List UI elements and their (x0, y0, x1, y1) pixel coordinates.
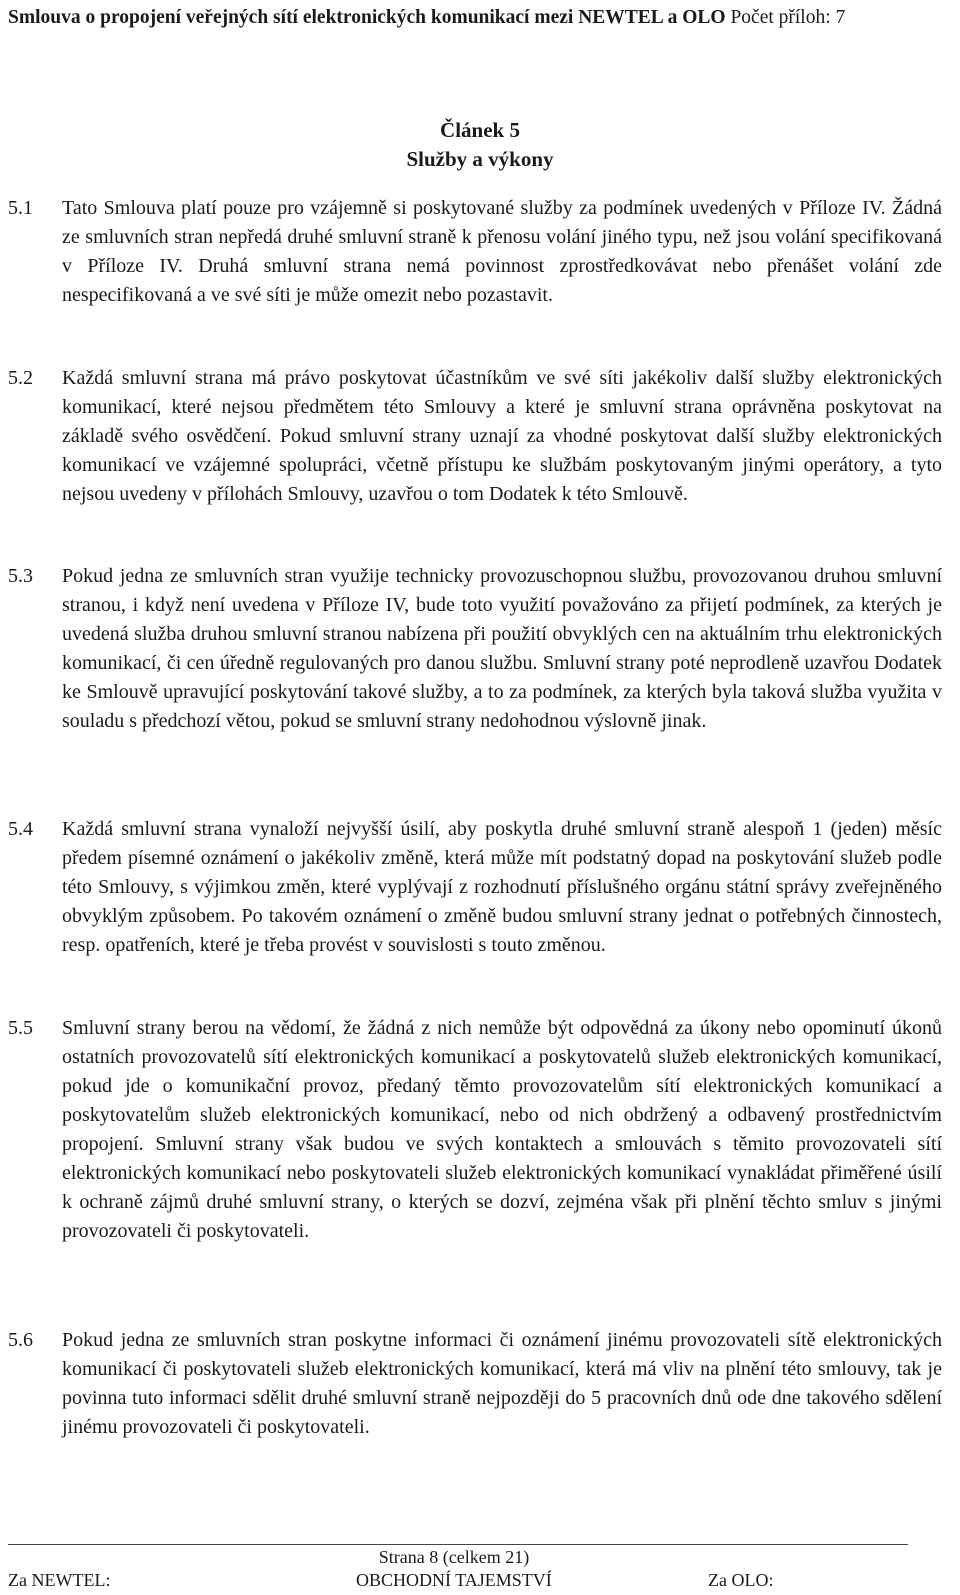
page-number: Strana 8 (celkem 21) (378, 1547, 530, 1567)
footer-confidential: OBCHODNÍ TAJEMSTVÍ (356, 1570, 552, 1590)
section-text: Každá smluvní strana má právo poskytovat účastníkům ve své síti jakékoliv další služby elektronických komunikací, které nejsou předmětem této Smlouvy a které je smluvní strana oprávněna poskytovat na základě svého osvědčení. Pokud smluvní strany uznají za vhodné poskytovat další služby elektronických komunikací ve vzájemné spolupráci, včetně přístupu ke službám poskytovaným jinými operátory, a tyto nejsou uvedeny v přílohách Smlouvy, uzavřou o tom Dodatek k této Smlouvě. (62, 367, 942, 505)
section-5-3 (8, 562, 942, 736)
section-number: 5.6 (8, 1329, 33, 1351)
section-number: 5.4 (8, 818, 33, 840)
article-number: Článek 5 (440, 118, 520, 142)
section-text: Pokud jedna ze smluvních stran poskytne informaci či oznámení jinému provozovateli sítě elektronických komunikací či poskytovateli služeb elektronických komunikací, která má vliv na plnění této smlouvy, tak je povinna tuto informaci sdělit druhé smluvní straně nejpozději do 5 pracovních dnů ode dne takového sdělení jinému provozovateli či poskytovateli. (62, 1329, 942, 1438)
section-number: 5.1 (8, 197, 33, 219)
section-number: 5.2 (8, 367, 33, 389)
section-text: Pokud jedna ze smluvních stran využije technicky provozuschopnou službu, provozovanou druhou smluvní stranou, i když není uvedena v Příloze IV, bude toto využití považováno za přijetí podmínek, za kterých je uvedená služba druhou smluvní stranou nabízena při použití obvyklých cen na aktuálním trhu elektronických komunikací, či cen úředně regulovaných pro danou službu. Smluvní strany poté neprodleně uzavřou Dodatek ke Smlouvě upravující poskytování takové služby, a to za podmínek, za kterých byla taková služba využita v souladu s předchozí větou, pokud se smluvní strany nedohodnou výslovně jinak. (62, 565, 942, 732)
document-title: Smlouva o propojení veřejných sítí elektronických komunikací mezi NEWTEL a OLO (8, 7, 726, 28)
section-number: 5.5 (8, 1017, 33, 1039)
footer-olo: Za OLO: (708, 1570, 774, 1590)
section-5-6 (8, 1326, 942, 1442)
article-heading (0, 116, 960, 174)
footer-signatures (8, 1569, 908, 1593)
section-text: Tato Smlouva platí pouze pro vzájemně si poskytované služby za podmínek uvedených v Příloze IV. Žádná ze smluvních stran nepředá druhé smluvní straně k přenosu volání jiného typu, než jsou volání specifikovaná v Příloze IV. Druhá smluvní strana nemá povinnost zprostředkovávat nebo přenášet volání zde nespecifikovaná a ve své síti je může omezit nebo pozastavit. (62, 197, 942, 306)
attachment-count: Počet příloh: 7 (730, 7, 846, 28)
section-5-1 (8, 194, 942, 310)
article-title: Služby a výkony (406, 147, 554, 171)
section-5-2 (8, 364, 942, 509)
section-5-5 (8, 1014, 942, 1246)
section-text: Smluvní strany berou na vědomí, že žádná z nich nemůže být odpovědná za úkony nebo opominutí úkonů ostatních provozovatelů sítí elektronických komunikací a poskytovatelů služeb elektronických komunikací, pokud jde o komunikační provoz, předaný těmto provozovatelům sítí elektronických komunikací a poskytovatelům služeb elektronických komunikací, nebo od nich obdržený a odbavený prostřednictvím propojení. Smluvní strany však budou ve svých kontaktech a smlouvách s těmito provozovateli sítí elektronických komunikací nebo poskytovateli služeb elektronických komunikací vynakládat přiměřené úsilí k ochraně zájmů druhé smluvní strany, o kterých se dozví, zejména však při plnění těchto smluv s jinými provozovateli či poskytovateli. (62, 1017, 942, 1242)
section-number: 5.3 (8, 565, 33, 587)
footer-newtel: Za NEWTEL: (8, 1570, 111, 1590)
section-5-4 (8, 815, 942, 960)
footer-divider (8, 1544, 908, 1545)
document-header (8, 6, 958, 30)
section-text: Každá smluvní strana vynaloží nejvyšší úsilí, aby poskytla druhé smluvní straně alespoň 1 (jeden) měsíc předem písemné oznámení o jakékoliv změně, která může mít podstatný dopad na poskytování služeb podle této Smlouvy, s výjimkou změn, které vyplývají z rozhodnutí příslušného orgánu státní správy zveřejněného obvyklým způsobem. Po takovém oznámení o změně budou smluvní strany jednat o potřebných činnostech, resp. opatřeních, které je třeba provést v souvislosti s touto změnou. (62, 818, 942, 956)
